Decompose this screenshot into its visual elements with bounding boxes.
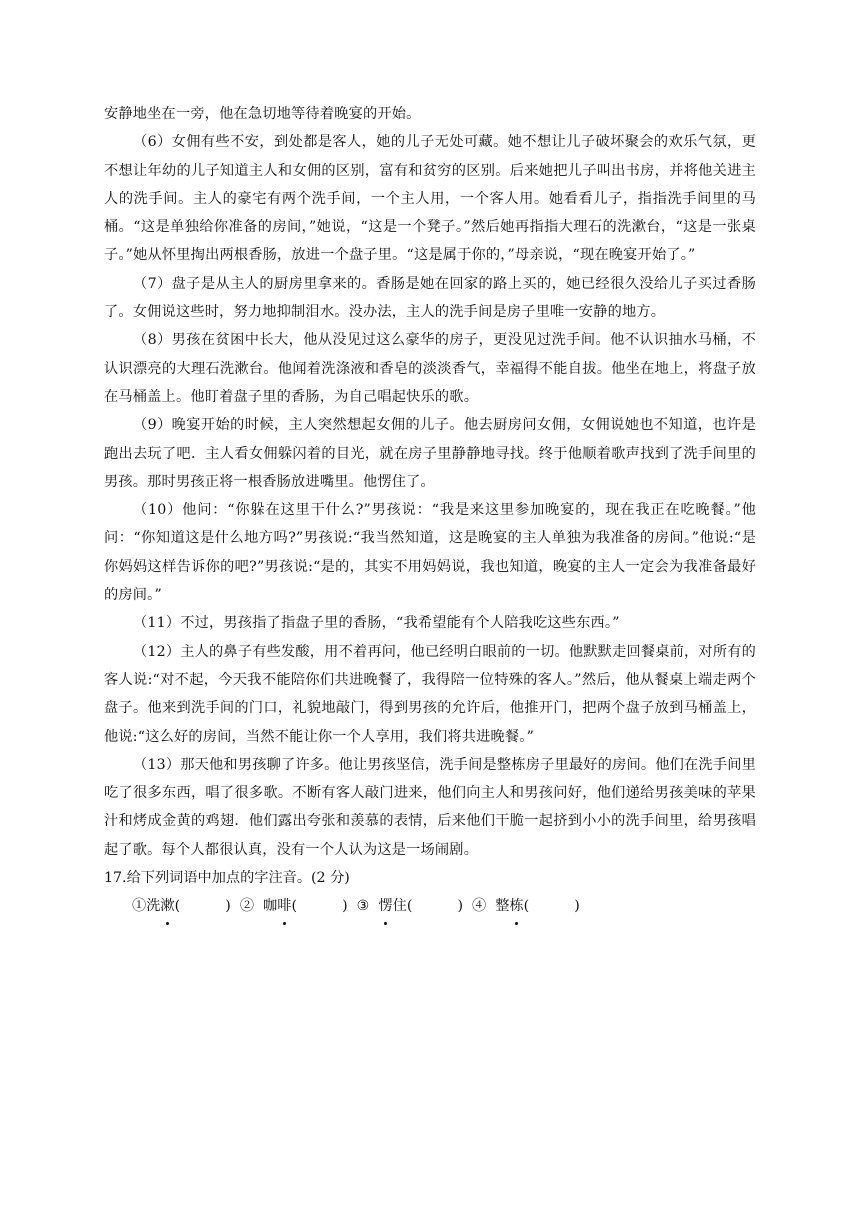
item-number: ② [239,898,255,915]
story-paragraph: （11）不过，男孩指了指盘子里的香肠，“我希望能有个人陪我吃这些东西。” [133,615,620,632]
word-char: 整 [495,898,510,915]
story-paragraph: （12）主人的鼻子有些发酸，用不着再问，他已经明白眼前的一切。他默默走回餐桌前，对所有的客人说:“对不起，今天我不能陪你们共进晚餐了，我得陪一位特殊的客人。”然后，他从餐桌上端走两个盘子。他来到洗手间的门口，礼貌地敲门，得到男孩的允许后，他推开门，把两个盘子放到马桶盖上，他说:“这么好的房间，当然不能让你一个人享用，我们将共进晚餐。” [104,643,756,745]
dotted-char: 栋 [509,892,523,920]
word-char: 咖 [263,898,278,915]
story-paragraph: （10）他问：“你躲在这里干什么?”男孩说：“我是来这里参加晚宴的，现在我正在吃晚餐。”他问：“你知道这是什么地方吗?”男孩说:“我当然知道，这是晚宴的主人单独为我准备的房间。”他说:“是你妈妈这样告诉你的吧?”男孩说:“是的，其实不用妈妈说，我也知道，晚宴的主人一定会为我准备最好的房间。” [104,502,756,604]
story-paragraph: （13）那天他和男孩聊了许多。他让男孩坚信，洗手间是整栋房子里最好的房间。他们在洗手间里吃了很多东西，唱了很多歌。不断有客人敲门进来，他们向主人和男孩问好，他们递给男孩美味的苹果汁和烤成金黄的鸡翅．他们露出夸张和羡慕的表情，后来他们干脆一起挤到小小的洗手间里，给男孩唱起了歌。每个人都很认真，没有一个人认为这是一场闹剧。 [104,756,756,858]
story-paragraph: （7）盘子是从主人的厨房里拿来的。香肠是她在回家的路上买的，她已经很久没给儿子买过香肠了。女佣说这些时，努力地抑制泪水。没办法，主人的洗手间是房子里唯一安静的地方。 [104,275,756,321]
word-char: 洗 [146,898,161,915]
answer-item-2: ② 咖啡( ) [240,898,348,914]
item-number: ④ [472,898,487,915]
item-number: ③ [356,898,370,915]
story-paragraph: （8）男孩在贫困中长大，他从没见过这么豪华的房子，更没见过洗手间。他不认识抽水马桶，不认识漂亮的大理石洗漱台。他闻着洗涤液和香皂的淡淡香气，幸福得不能自拔。他坐在地上，将盘子放在马桶盖上。他盯着盘子里的香肠，为自己唱起快乐的歌。 [104,332,756,405]
dotted-char: 漱 [160,892,174,920]
story-paragraph: （6）女佣有些不安，到处都是客人，她的儿子无处可藏。她不想让儿子破坏聚会的欢乐气氛，更不想让年幼的儿子知道主人和女佣的区别，富有和贫穷的区别。后来她把儿子叫出书房，并将他关进主人的洗手间。主人的豪宅有两个洗手间，一个主人用，一个客人用。她看看儿子，指指洗手间里的马桶。“这是单独给你准备的房间，”她说，“这是一个凳子。”然后她再指指大理石的洗漱台，“这是一张桌子。”她从怀里掏出两根香肠，放进一个盘子里。“这是属于你的，”母亲说，“现在晚宴开始了。” [104,134,756,264]
dotted-char: 愣 [378,892,392,920]
story-paragraph: （9）晚宴开始的时候，主人突然想起女佣的儿子。他去厨房问女佣，女佣说她也不知道，也许是跑出去玩了吧．主人看女佣躲闪着的目光，就在房子里静静地寻找。终于他顺着歌声找到了洗手间里的男孩。那时男孩正将一根香肠放进嘴里。他愣住了。 [104,417,756,490]
story-paragraph: 安静地坐在一旁，他在急切地等待着晚宴的开始。 [104,106,421,122]
answer-item-4: ④ 整栋( ) [472,898,580,914]
question-17: 17.给下列词语中加点的字注音。(2 分) [104,870,350,887]
answer-line [104,892,756,920]
answer-item-3: ③ 愣住( ) [357,898,463,914]
document-page [104,100,756,921]
answer-item-1: ①洗漱( ) [132,898,231,914]
item-number: ① [132,898,147,915]
word-char: 住 [392,898,407,915]
story-body [104,100,756,864]
dotted-char: 啡 [277,892,291,920]
